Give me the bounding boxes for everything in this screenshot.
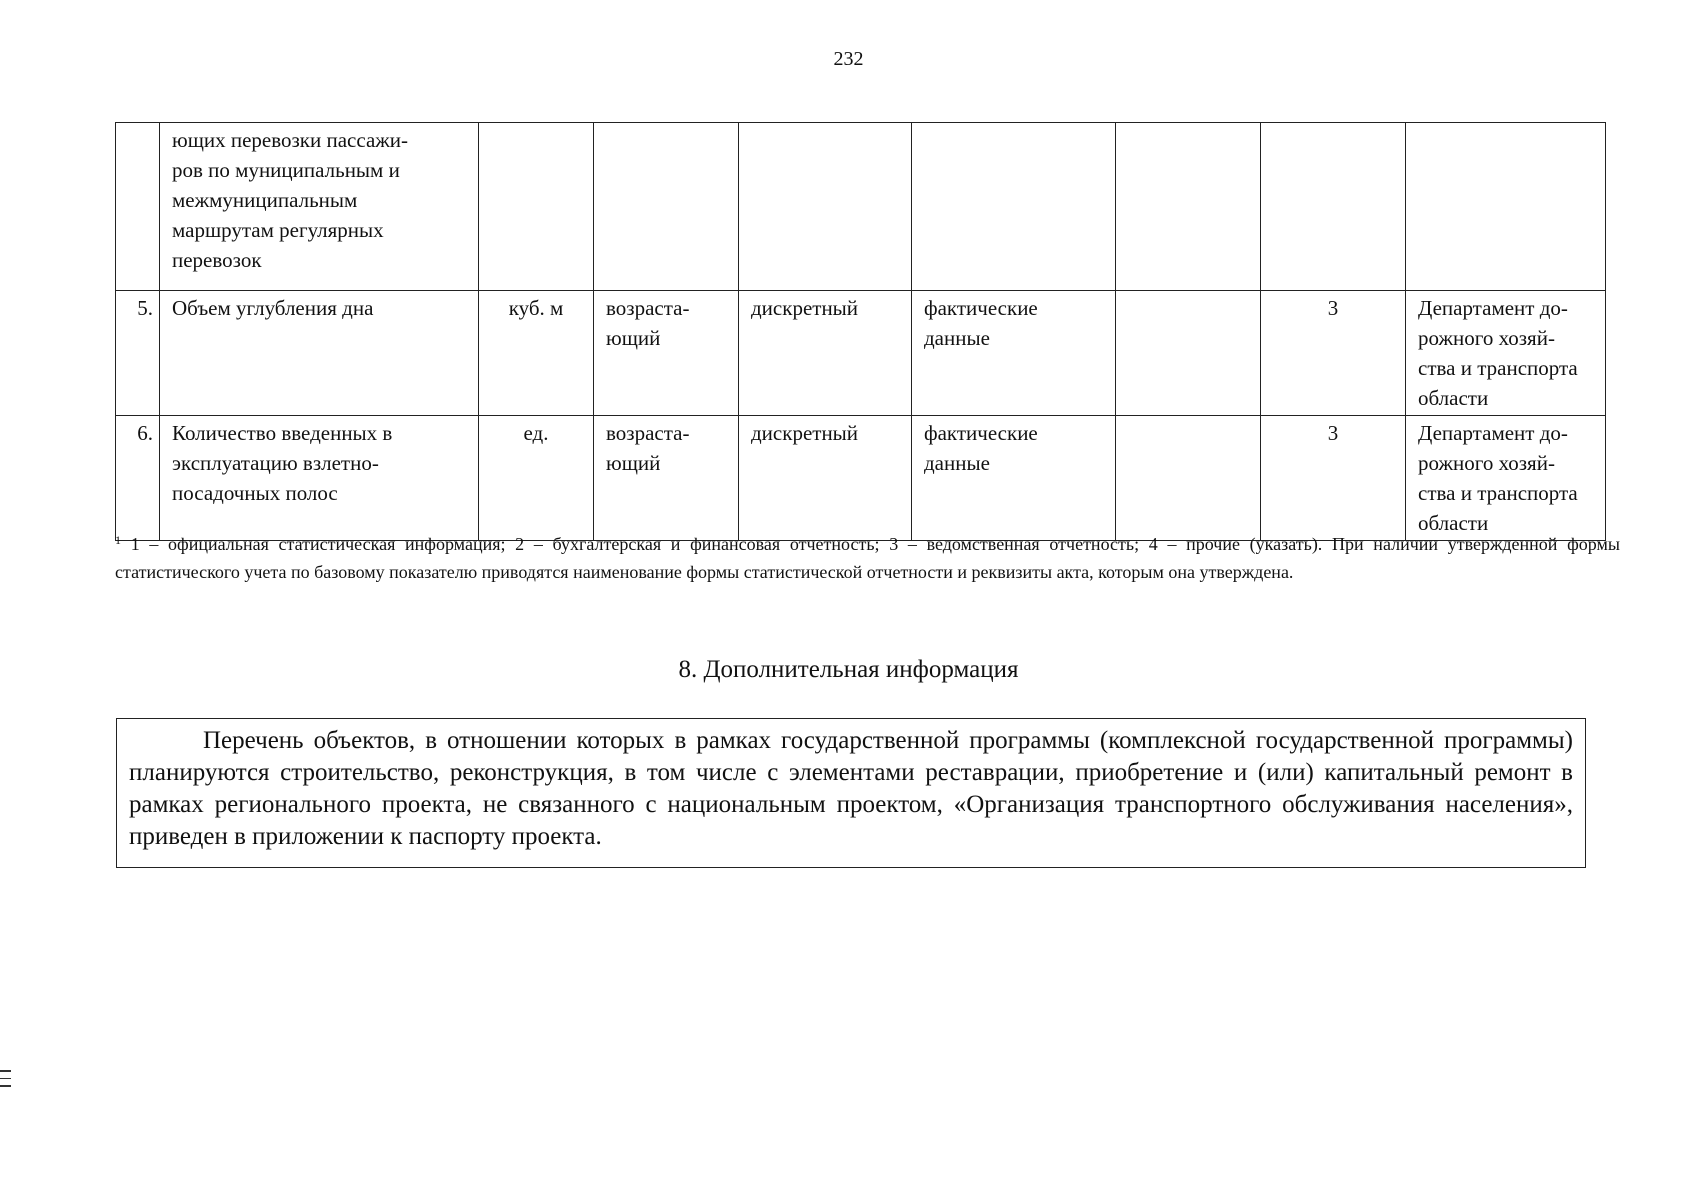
footnote [115,530,1620,586]
table-cell-method: дискретный [739,291,912,416]
table-cell-name: Количество введенных в эксплуатацию взлетно- посадочных полос [160,416,479,541]
table-cell-num: 5. [116,291,160,416]
section-title: 8. Дополнительная информация [678,656,1019,683]
table-cell-name: ющих перевозки пассажи- ров по муниципальным и межмуниципальным маршрутам регулярных перевозок [160,123,479,291]
table-row [116,291,1606,416]
table-cell-method [739,123,912,291]
table-cell-basis [912,123,1116,291]
additional-info-box [116,718,1586,868]
table-cell-dynamics [594,123,739,291]
table-cell-empty [1116,123,1261,291]
additional-info-text: Перечень объектов, в отношении которых в рамках государственной программы (комплексной государственной программы) планируются строительство, реконструкция, в том числе с элементами реставрации, приобретение и (или) капитальный ремонт в рамках регионального проекта, не связанного с национальным проектом, «Организация транспортного обслуживания населения», приведен в приложении к паспорту проекта. [129,727,1573,850]
table-cell-empty [1116,416,1261,541]
indicators-table [115,122,1606,541]
table-row [116,123,1606,291]
scan-edge-mark [0,1070,11,1093]
table-cell-source: 3 [1261,416,1406,541]
table-cell-responsible: Департамент до- рожного хозяй- ства и транспорта области [1406,291,1606,416]
page-number: 232 [833,48,864,70]
table-cell-num [116,123,160,291]
table-cell-basis: фактические данные [912,416,1116,541]
footnote-marker: 1 [115,533,121,547]
table-cell-responsible [1406,123,1606,291]
table-cell-empty [1116,291,1261,416]
table-cell-name: Объем углубления дна [160,291,479,416]
table-cell-source [1261,123,1406,291]
table-cell-dynamics: возраста- ющий [594,291,739,416]
table-row [116,416,1606,541]
table-cell-dynamics: возраста- ющий [594,416,739,541]
table-cell-num: 6. [116,416,160,541]
table-cell-unit: куб. м [479,291,594,416]
table-cell-unit: ед. [479,416,594,541]
footnote-text: 1 – официальная статистическая информация; 2 – бухгалтерская и финансовая отчетность; 3 – ведомственная отчетность; 4 – прочие (указать). При наличии утвержденной формы статистического учета по базовому показателю приводятся наименование формы статистической отчетности и реквизиты акта, которым она утверждена. [115,534,1620,582]
table-cell-unit [479,123,594,291]
table-cell-method: дискретный [739,416,912,541]
table-cell-responsible: Департамент до- рожного хозяй- ства и транспорта области [1406,416,1606,541]
table-cell-source: 3 [1261,291,1406,416]
table-cell-basis: фактические данные [912,291,1116,416]
